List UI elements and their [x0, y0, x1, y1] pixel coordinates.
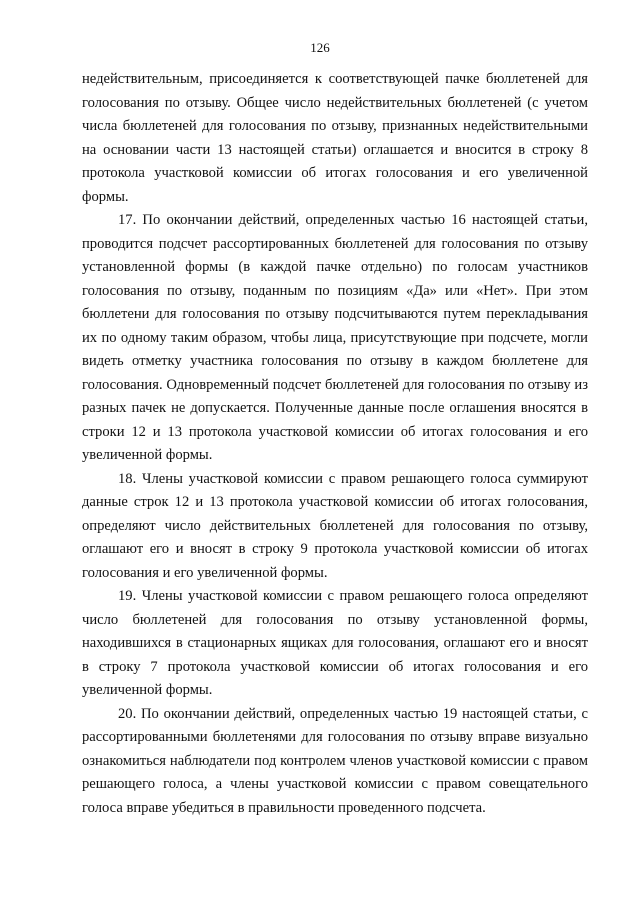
paragraph-17: 17. По окончании действий, определенных частью 16 настоящей статьи, проводится подсчет рассортированных бюллетеней для голосования по отзыву установленной формы (в каждой пачке отдельно) по голосам участников голосования по отзыву, поданным по позициям «Да» или «Нет». При этом бюллетени для голосования по отзыву подсчитываются путем перекладывания их по одному таким образом, чтобы лица, присутствующие при подсчете, могли видеть отметку участника голосования по отзыву в каждом бюллетене для голосования. Одновременный подсчет бюллетеней для голосования по отзыву из разных пачек не допускается. Полученные данные после оглашения вносятся в строки 12 и 13 протокола участковой комиссии об итогах голосования и его увеличенной формы.	[82, 212, 588, 463]
paragraph-20: 20. По окончании действий, определенных частью 19 настоящей статьи, с рассортированными бюллетенями для голосования по отзыву вправе визуально ознакомиться наблюдатели под контролем членов участковой комиссии с правом решающего голоса, а члены участковой комиссии с правом совещательного голоса вправе убедиться в правильности проведенного подсчета.	[82, 705, 588, 816]
paragraph-18: 18. Члены участковой комиссии с правом решающего голоса суммируют данные строк 12 и 13 протокола участковой комиссии об итогах голосования, определяют число действительных бюллетеней для голосования по отзыву, оглашают его и вносят в строку 9 протокола участковой комиссии об итогах голосования и его увеличенной формы.	[82, 470, 588, 581]
paragraph-continuation: недействительным, присоединяется к соответствующей пачке бюллетеней для голосования по отзыву. Общее число недействительных бюллетеней (с учетом числа бюллетеней для голосования по отзыву, признанных недействительными на основании части 13 настоящей статьи) оглашается и вносится в строку 8 протокола участковой комиссии об итогах голосования и его увеличенной формы.	[82, 71, 588, 205]
page-number: 126	[310, 40, 330, 55]
paragraph-19: 19. Члены участковой комиссии с правом решающего голоса определяют число бюллетеней для голосования по отзыву установленной формы, находившихся в стационарных ящиках для голосования, оглашают его и вносят в строку 7 протокола участковой комиссии об итогах голосования и его увеличенной формы.	[82, 588, 588, 698]
document-body	[82, 68, 588, 820]
